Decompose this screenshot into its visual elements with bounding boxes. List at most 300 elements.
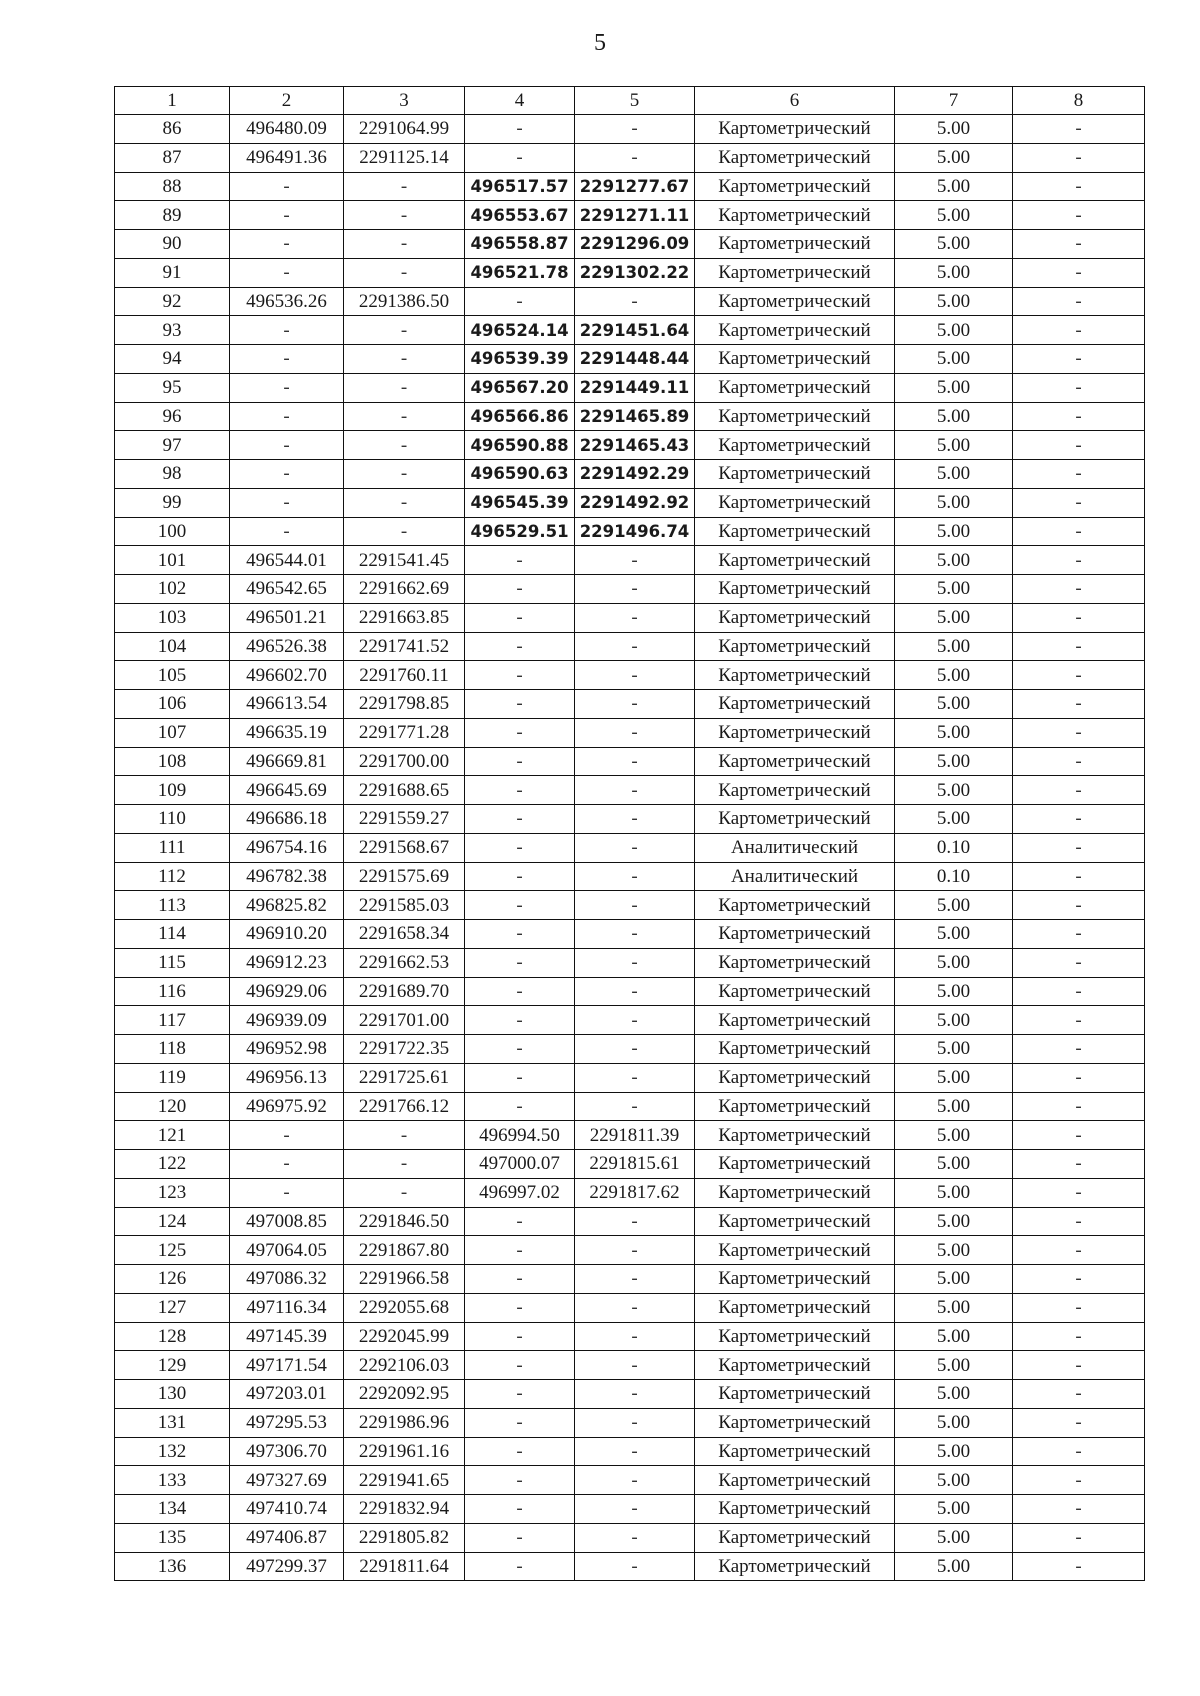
- new-x-cell: 496994.50: [465, 1121, 575, 1150]
- note-cell: -: [1013, 948, 1145, 977]
- point-number-cell: 129: [115, 1351, 230, 1380]
- note-cell: -: [1013, 891, 1145, 920]
- note-cell: -: [1013, 1293, 1145, 1322]
- y-coordinate-cell: -: [344, 345, 465, 374]
- method-cell: Картометрический: [695, 805, 895, 834]
- note-cell: -: [1013, 431, 1145, 460]
- column-header: 3: [344, 87, 465, 115]
- new-y-cell: -: [575, 891, 695, 920]
- table-row: [115, 1035, 1145, 1064]
- method-cell: Картометрический: [695, 201, 895, 230]
- table-row: [115, 1265, 1145, 1294]
- accuracy-cell: 5.00: [895, 1207, 1013, 1236]
- note-cell: -: [1013, 632, 1145, 661]
- method-cell: Картометрический: [695, 1207, 895, 1236]
- note-cell: -: [1013, 373, 1145, 402]
- table-row: [115, 488, 1145, 517]
- new-x-cell: -: [465, 1265, 575, 1294]
- table-row: [115, 661, 1145, 690]
- method-cell: Картометрический: [695, 258, 895, 287]
- new-y-cell: -: [575, 143, 695, 172]
- note-cell: -: [1013, 920, 1145, 949]
- accuracy-cell: 5.00: [895, 1121, 1013, 1150]
- table-row: [115, 1063, 1145, 1092]
- table-row: [115, 201, 1145, 230]
- table-row: [115, 1322, 1145, 1351]
- new-y-cell: 2291811.39: [575, 1121, 695, 1150]
- table-row: [115, 316, 1145, 345]
- point-number-cell: 98: [115, 460, 230, 489]
- table-row: [115, 373, 1145, 402]
- table-row: [115, 948, 1145, 977]
- method-cell: Картометрический: [695, 287, 895, 316]
- point-number-cell: 105: [115, 661, 230, 690]
- accuracy-cell: 0.10: [895, 833, 1013, 862]
- x-coordinate-cell: 497171.54: [230, 1351, 344, 1380]
- x-coordinate-cell: -: [230, 431, 344, 460]
- new-y-cell: -: [575, 977, 695, 1006]
- table-row: [115, 747, 1145, 776]
- new-x-cell: -: [465, 833, 575, 862]
- y-coordinate-cell: 2291741.52: [344, 632, 465, 661]
- new-y-cell: -: [575, 1063, 695, 1092]
- y-coordinate-cell: 2291760.11: [344, 661, 465, 690]
- y-coordinate-cell: 2291805.82: [344, 1523, 465, 1552]
- y-coordinate-cell: 2291662.69: [344, 575, 465, 604]
- point-number-cell: 134: [115, 1495, 230, 1524]
- x-coordinate-cell: -: [230, 201, 344, 230]
- point-number-cell: 96: [115, 402, 230, 431]
- accuracy-cell: 5.00: [895, 1552, 1013, 1581]
- new-x-cell: -: [465, 143, 575, 172]
- new-y-cell: -: [575, 920, 695, 949]
- column-header: 7: [895, 87, 1013, 115]
- point-number-cell: 131: [115, 1408, 230, 1437]
- new-x-cell: -: [465, 1495, 575, 1524]
- method-cell: Картометрический: [695, 1150, 895, 1179]
- accuracy-cell: 5.00: [895, 1351, 1013, 1380]
- new-x-cell: -: [465, 1322, 575, 1351]
- new-y-cell: -: [575, 546, 695, 575]
- table-row: [115, 258, 1145, 287]
- accuracy-cell: 5.00: [895, 977, 1013, 1006]
- note-cell: -: [1013, 1236, 1145, 1265]
- table-row: [115, 776, 1145, 805]
- note-cell: -: [1013, 287, 1145, 316]
- new-y-cell: -: [575, 287, 695, 316]
- new-x-cell: -: [465, 1351, 575, 1380]
- y-coordinate-cell: 2291811.64: [344, 1552, 465, 1581]
- table-row: [115, 1150, 1145, 1179]
- accuracy-cell: 5.00: [895, 805, 1013, 834]
- point-number-cell: 95: [115, 373, 230, 402]
- new-x-cell: -: [465, 948, 575, 977]
- method-cell: Картометрический: [695, 776, 895, 805]
- table-row: [115, 1351, 1145, 1380]
- point-number-cell: 89: [115, 201, 230, 230]
- new-y-cell: -: [575, 1437, 695, 1466]
- new-y-cell: 2291492.29: [575, 460, 695, 489]
- accuracy-cell: 5.00: [895, 517, 1013, 546]
- new-y-cell: -: [575, 1523, 695, 1552]
- y-coordinate-cell: 2291125.14: [344, 143, 465, 172]
- new-x-cell: -: [465, 977, 575, 1006]
- table-row: [115, 1552, 1145, 1581]
- accuracy-cell: 5.00: [895, 603, 1013, 632]
- note-cell: -: [1013, 1351, 1145, 1380]
- y-coordinate-cell: 2291961.16: [344, 1437, 465, 1466]
- accuracy-cell: 5.00: [895, 172, 1013, 201]
- method-cell: Картометрический: [695, 1523, 895, 1552]
- point-number-cell: 113: [115, 891, 230, 920]
- column-header: 4: [465, 87, 575, 115]
- note-cell: -: [1013, 690, 1145, 719]
- accuracy-cell: 5.00: [895, 1236, 1013, 1265]
- x-coordinate-cell: -: [230, 488, 344, 517]
- new-x-cell: 496590.63: [465, 460, 575, 489]
- x-coordinate-cell: 496956.13: [230, 1063, 344, 1092]
- x-coordinate-cell: 496939.09: [230, 1006, 344, 1035]
- method-cell: Картометрический: [695, 690, 895, 719]
- x-coordinate-cell: 496480.09: [230, 115, 344, 144]
- point-number-cell: 120: [115, 1092, 230, 1121]
- x-coordinate-cell: 496542.65: [230, 575, 344, 604]
- table-row: [115, 1293, 1145, 1322]
- x-coordinate-cell: 496686.18: [230, 805, 344, 834]
- note-cell: -: [1013, 776, 1145, 805]
- accuracy-cell: 5.00: [895, 115, 1013, 144]
- method-cell: Картометрический: [695, 1495, 895, 1524]
- point-number-cell: 136: [115, 1552, 230, 1581]
- x-coordinate-cell: -: [230, 460, 344, 489]
- method-cell: Картометрический: [695, 115, 895, 144]
- note-cell: -: [1013, 115, 1145, 144]
- table-row: [115, 718, 1145, 747]
- table-row: [115, 632, 1145, 661]
- point-number-cell: 94: [115, 345, 230, 374]
- method-cell: Аналитический: [695, 862, 895, 891]
- accuracy-cell: 5.00: [895, 1380, 1013, 1409]
- y-coordinate-cell: 2292092.95: [344, 1380, 465, 1409]
- y-coordinate-cell: -: [344, 402, 465, 431]
- x-coordinate-cell: 497295.53: [230, 1408, 344, 1437]
- new-x-cell: 496558.87: [465, 230, 575, 259]
- note-cell: -: [1013, 172, 1145, 201]
- new-y-cell: -: [575, 948, 695, 977]
- x-coordinate-cell: -: [230, 258, 344, 287]
- accuracy-cell: 5.00: [895, 1265, 1013, 1294]
- point-number-cell: 116: [115, 977, 230, 1006]
- y-coordinate-cell: -: [344, 1150, 465, 1179]
- point-number-cell: 111: [115, 833, 230, 862]
- new-x-cell: 496997.02: [465, 1178, 575, 1207]
- table-row: [115, 1523, 1145, 1552]
- x-coordinate-cell: 497064.05: [230, 1236, 344, 1265]
- x-coordinate-cell: 497299.37: [230, 1552, 344, 1581]
- accuracy-cell: 5.00: [895, 1437, 1013, 1466]
- new-y-cell: -: [575, 1006, 695, 1035]
- note-cell: -: [1013, 460, 1145, 489]
- table-row: [115, 1092, 1145, 1121]
- x-coordinate-cell: -: [230, 230, 344, 259]
- new-x-cell: -: [465, 661, 575, 690]
- new-x-cell: -: [465, 1035, 575, 1064]
- table-row: [115, 1006, 1145, 1035]
- header-row: [115, 87, 1145, 115]
- accuracy-cell: 5.00: [895, 345, 1013, 374]
- method-cell: Картометрический: [695, 1121, 895, 1150]
- note-cell: -: [1013, 517, 1145, 546]
- point-number-cell: 110: [115, 805, 230, 834]
- table-row: [115, 1236, 1145, 1265]
- method-cell: Картометрический: [695, 977, 895, 1006]
- accuracy-cell: 5.00: [895, 402, 1013, 431]
- table-row: [115, 431, 1145, 460]
- note-cell: -: [1013, 402, 1145, 431]
- point-number-cell: 88: [115, 172, 230, 201]
- accuracy-cell: 5.00: [895, 373, 1013, 402]
- y-coordinate-cell: 2291722.35: [344, 1035, 465, 1064]
- note-cell: -: [1013, 805, 1145, 834]
- column-header: 6: [695, 87, 895, 115]
- new-x-cell: 497000.07: [465, 1150, 575, 1179]
- accuracy-cell: 5.00: [895, 488, 1013, 517]
- x-coordinate-cell: 496613.54: [230, 690, 344, 719]
- method-cell: Картометрический: [695, 230, 895, 259]
- new-x-cell: -: [465, 690, 575, 719]
- new-x-cell: -: [465, 862, 575, 891]
- table-row: [115, 287, 1145, 316]
- new-y-cell: -: [575, 661, 695, 690]
- x-coordinate-cell: 497410.74: [230, 1495, 344, 1524]
- y-coordinate-cell: 2291541.45: [344, 546, 465, 575]
- new-x-cell: 496567.20: [465, 373, 575, 402]
- x-coordinate-cell: -: [230, 1150, 344, 1179]
- y-coordinate-cell: 2291386.50: [344, 287, 465, 316]
- y-coordinate-cell: -: [344, 1178, 465, 1207]
- new-y-cell: 2291492.92: [575, 488, 695, 517]
- new-y-cell: -: [575, 1466, 695, 1495]
- method-cell: Картометрический: [695, 920, 895, 949]
- accuracy-cell: 5.00: [895, 546, 1013, 575]
- new-y-cell: -: [575, 862, 695, 891]
- point-number-cell: 102: [115, 575, 230, 604]
- new-y-cell: 2291302.22: [575, 258, 695, 287]
- note-cell: -: [1013, 862, 1145, 891]
- new-y-cell: -: [575, 776, 695, 805]
- note-cell: -: [1013, 1523, 1145, 1552]
- new-x-cell: -: [465, 1207, 575, 1236]
- new-x-cell: -: [465, 115, 575, 144]
- y-coordinate-cell: -: [344, 316, 465, 345]
- method-cell: Картометрический: [695, 632, 895, 661]
- method-cell: Картометрический: [695, 1466, 895, 1495]
- accuracy-cell: 5.00: [895, 661, 1013, 690]
- table-row: [115, 1207, 1145, 1236]
- new-y-cell: -: [575, 1092, 695, 1121]
- note-cell: -: [1013, 143, 1145, 172]
- x-coordinate-cell: 497327.69: [230, 1466, 344, 1495]
- new-y-cell: 2291449.11: [575, 373, 695, 402]
- x-coordinate-cell: 497008.85: [230, 1207, 344, 1236]
- y-coordinate-cell: 2291986.96: [344, 1408, 465, 1437]
- new-y-cell: -: [575, 1035, 695, 1064]
- new-y-cell: -: [575, 1207, 695, 1236]
- point-number-cell: 90: [115, 230, 230, 259]
- y-coordinate-cell: 2291688.65: [344, 776, 465, 805]
- x-coordinate-cell: -: [230, 172, 344, 201]
- new-y-cell: -: [575, 1408, 695, 1437]
- note-cell: -: [1013, 747, 1145, 776]
- new-x-cell: -: [465, 776, 575, 805]
- method-cell: Картометрический: [695, 431, 895, 460]
- new-y-cell: -: [575, 833, 695, 862]
- method-cell: Картометрический: [695, 143, 895, 172]
- new-y-cell: 2291815.61: [575, 1150, 695, 1179]
- method-cell: Картометрический: [695, 172, 895, 201]
- table-row: [115, 805, 1145, 834]
- new-x-cell: -: [465, 1006, 575, 1035]
- accuracy-cell: 5.00: [895, 776, 1013, 805]
- note-cell: -: [1013, 546, 1145, 575]
- method-cell: Картометрический: [695, 1035, 895, 1064]
- x-coordinate-cell: 496526.38: [230, 632, 344, 661]
- y-coordinate-cell: 2291867.80: [344, 1236, 465, 1265]
- table-row: [115, 546, 1145, 575]
- y-coordinate-cell: 2291725.61: [344, 1063, 465, 1092]
- new-y-cell: 2291465.43: [575, 431, 695, 460]
- x-coordinate-cell: 496929.06: [230, 977, 344, 1006]
- accuracy-cell: 5.00: [895, 1178, 1013, 1207]
- x-coordinate-cell: 496669.81: [230, 747, 344, 776]
- new-x-cell: -: [465, 632, 575, 661]
- new-x-cell: -: [465, 1437, 575, 1466]
- x-coordinate-cell: 496645.69: [230, 776, 344, 805]
- new-y-cell: -: [575, 1552, 695, 1581]
- note-cell: -: [1013, 661, 1145, 690]
- point-number-cell: 93: [115, 316, 230, 345]
- note-cell: -: [1013, 1322, 1145, 1351]
- new-x-cell: -: [465, 718, 575, 747]
- x-coordinate-cell: 496754.16: [230, 833, 344, 862]
- new-x-cell: -: [465, 1063, 575, 1092]
- y-coordinate-cell: -: [344, 373, 465, 402]
- method-cell: Картометрический: [695, 1092, 895, 1121]
- y-coordinate-cell: 2291585.03: [344, 891, 465, 920]
- new-y-cell: -: [575, 805, 695, 834]
- point-number-cell: 115: [115, 948, 230, 977]
- table-row: [115, 345, 1145, 374]
- x-coordinate-cell: -: [230, 373, 344, 402]
- new-x-cell: 496545.39: [465, 488, 575, 517]
- column-header: 1: [115, 87, 230, 115]
- accuracy-cell: 5.00: [895, 287, 1013, 316]
- new-x-cell: -: [465, 1408, 575, 1437]
- accuracy-cell: 5.00: [895, 1006, 1013, 1035]
- point-number-cell: 122: [115, 1150, 230, 1179]
- new-y-cell: -: [575, 1293, 695, 1322]
- y-coordinate-cell: 2292045.99: [344, 1322, 465, 1351]
- y-coordinate-cell: 2291658.34: [344, 920, 465, 949]
- method-cell: Картометрический: [695, 1063, 895, 1092]
- note-cell: -: [1013, 603, 1145, 632]
- method-cell: Картометрический: [695, 1322, 895, 1351]
- point-number-cell: 92: [115, 287, 230, 316]
- table-body: [115, 87, 1145, 1581]
- note-cell: -: [1013, 488, 1145, 517]
- new-x-cell: 496590.88: [465, 431, 575, 460]
- point-number-cell: 107: [115, 718, 230, 747]
- y-coordinate-cell: -: [344, 488, 465, 517]
- new-y-cell: 2291277.67: [575, 172, 695, 201]
- x-coordinate-cell: 497306.70: [230, 1437, 344, 1466]
- note-cell: -: [1013, 258, 1145, 287]
- note-cell: -: [1013, 201, 1145, 230]
- x-coordinate-cell: -: [230, 402, 344, 431]
- method-cell: Картометрический: [695, 345, 895, 374]
- x-coordinate-cell: 496782.38: [230, 862, 344, 891]
- x-coordinate-cell: 496825.82: [230, 891, 344, 920]
- note-cell: -: [1013, 230, 1145, 259]
- new-x-cell: -: [465, 920, 575, 949]
- point-number-cell: 118: [115, 1035, 230, 1064]
- note-cell: -: [1013, 1207, 1145, 1236]
- table-row: [115, 1178, 1145, 1207]
- method-cell: Картометрический: [695, 1351, 895, 1380]
- y-coordinate-cell: 2291663.85: [344, 603, 465, 632]
- method-cell: Картометрический: [695, 891, 895, 920]
- accuracy-cell: 5.00: [895, 1150, 1013, 1179]
- x-coordinate-cell: 496536.26: [230, 287, 344, 316]
- new-x-cell: -: [465, 1552, 575, 1581]
- method-cell: Картометрический: [695, 1178, 895, 1207]
- method-cell: Картометрический: [695, 718, 895, 747]
- method-cell: Картометрический: [695, 603, 895, 632]
- note-cell: -: [1013, 1150, 1145, 1179]
- point-number-cell: 87: [115, 143, 230, 172]
- accuracy-cell: 5.00: [895, 632, 1013, 661]
- method-cell: Картометрический: [695, 460, 895, 489]
- new-x-cell: 496524.14: [465, 316, 575, 345]
- point-number-cell: 132: [115, 1437, 230, 1466]
- point-number-cell: 103: [115, 603, 230, 632]
- method-cell: Картометрический: [695, 1236, 895, 1265]
- note-cell: -: [1013, 1408, 1145, 1437]
- method-cell: Картометрический: [695, 488, 895, 517]
- y-coordinate-cell: 2291568.67: [344, 833, 465, 862]
- new-x-cell: -: [465, 603, 575, 632]
- y-coordinate-cell: -: [344, 460, 465, 489]
- x-coordinate-cell: -: [230, 1178, 344, 1207]
- new-y-cell: -: [575, 575, 695, 604]
- x-coordinate-cell: 496975.92: [230, 1092, 344, 1121]
- accuracy-cell: 0.10: [895, 862, 1013, 891]
- note-cell: -: [1013, 833, 1145, 862]
- note-cell: -: [1013, 1437, 1145, 1466]
- y-coordinate-cell: 2291846.50: [344, 1207, 465, 1236]
- table-row: [115, 690, 1145, 719]
- note-cell: -: [1013, 1178, 1145, 1207]
- accuracy-cell: 5.00: [895, 1523, 1013, 1552]
- method-cell: Картометрический: [695, 575, 895, 604]
- table-row: [115, 862, 1145, 891]
- table-row: [115, 891, 1145, 920]
- accuracy-cell: 5.00: [895, 316, 1013, 345]
- point-number-cell: 130: [115, 1380, 230, 1409]
- table-row: [115, 1495, 1145, 1524]
- point-number-cell: 128: [115, 1322, 230, 1351]
- accuracy-cell: 5.00: [895, 1322, 1013, 1351]
